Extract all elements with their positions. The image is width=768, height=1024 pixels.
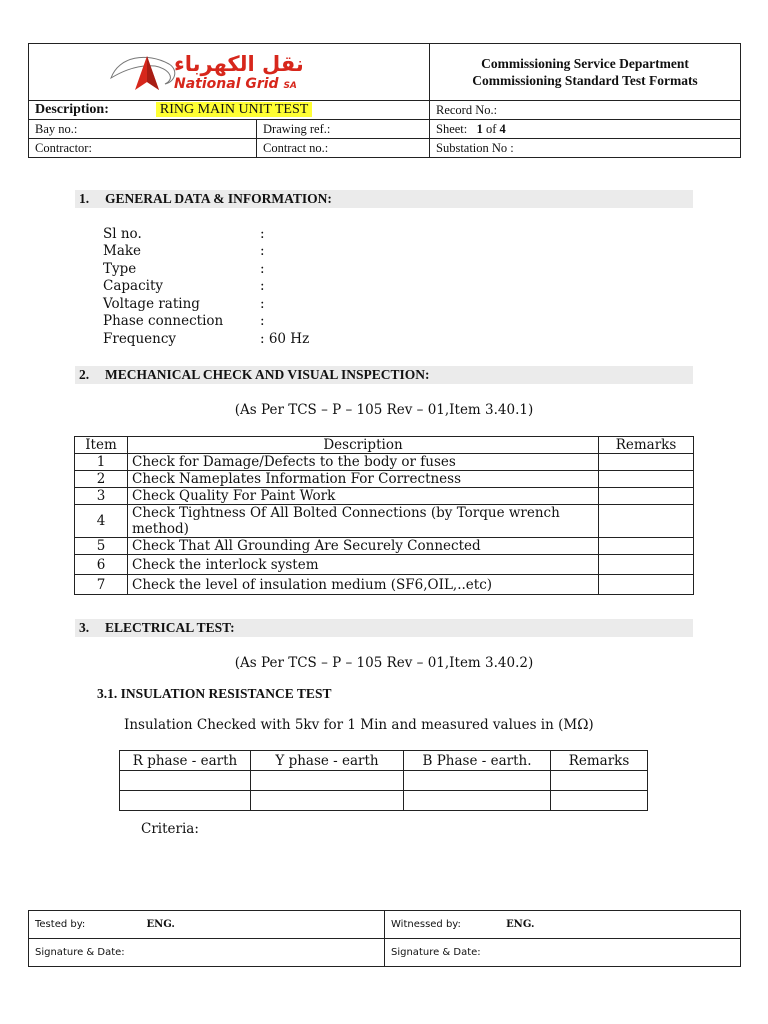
logo-arabic-text: نقل الكهرباء	[174, 52, 304, 76]
mechanical-check-table	[74, 436, 694, 595]
description-label: Description:	[35, 102, 109, 117]
field-label: Voltage rating	[103, 296, 200, 312]
table-row: 7 Check the level of insulation medium (SF6,OIL,..etc)	[75, 575, 694, 595]
field-value: :	[260, 313, 265, 329]
field-value: :	[260, 226, 265, 242]
signature-table	[28, 910, 741, 967]
table-row: 4 Check Tightness Of All Bolted Connections (by Torque wrench method)	[75, 505, 694, 538]
witnessed-by-cell: Witnessed by: ENG.	[385, 911, 741, 939]
value-cell[interactable]	[120, 771, 251, 791]
section3-reference: (As Per TCS – P – 105 Rev – 01,Item 3.40.2)	[234, 655, 534, 671]
col-header: Remarks	[551, 751, 648, 771]
remarks-cell[interactable]	[599, 575, 694, 595]
field-value: :	[260, 243, 265, 259]
field-value: :	[260, 278, 265, 294]
header-table	[28, 43, 741, 158]
remarks-cell[interactable]	[599, 471, 694, 488]
substation-no: Substation No :	[430, 139, 741, 158]
department-title: Commissioning Service Department Commissioning Standard Test Formats	[430, 44, 741, 101]
record-no: Record No.:	[430, 101, 741, 120]
remarks-cell[interactable]	[599, 555, 694, 575]
field-label: Phase connection	[103, 313, 224, 329]
description-cell	[29, 101, 430, 120]
criteria-label: Criteria:	[141, 821, 199, 837]
field-label: Capacity	[103, 278, 163, 294]
section-electrical-test: 3. ELECTRICAL TEST:	[75, 619, 693, 637]
col-header: B Phase - earth.	[404, 751, 551, 771]
contractor: Contractor:	[29, 139, 257, 158]
section-general-data: 1. GENERAL DATA & INFORMATION:	[75, 190, 693, 208]
bay-no: Bay no.:	[29, 120, 257, 139]
field-value: :	[260, 296, 265, 312]
col-header: Y phase - earth	[251, 751, 404, 771]
signature-date-left[interactable]: Signature & Date:	[29, 939, 385, 967]
contract-no: Contract no.:	[257, 139, 430, 158]
value-cell[interactable]	[120, 791, 251, 811]
value-cell[interactable]	[404, 771, 551, 791]
drawing-ref: Drawing ref.:	[257, 120, 430, 139]
value-cell[interactable]	[251, 791, 404, 811]
logo-english-text: National Grid SA	[174, 76, 297, 92]
subsection-insulation-title: 3.1. INSULATION RESISTANCE TEST	[97, 686, 332, 701]
table-row: 5 Check That All Grounding Are Securely Connected	[75, 538, 694, 555]
value-cell[interactable]	[404, 791, 551, 811]
remarks-cell[interactable]	[599, 454, 694, 471]
field-label: Make	[103, 243, 142, 259]
logo-cell	[29, 44, 430, 101]
remarks-cell[interactable]	[599, 488, 694, 505]
value-cell[interactable]	[251, 771, 404, 791]
col-header: Remarks	[599, 437, 694, 454]
col-header: R phase - earth	[120, 751, 251, 771]
field-label: Sl no.	[103, 226, 142, 242]
signature-date-right[interactable]: Signature & Date:	[385, 939, 741, 967]
field-label: Frequency	[103, 331, 177, 347]
table-row: 1 Check for Damage/Defects to the body or fuses	[75, 454, 694, 471]
insulation-table	[119, 750, 648, 811]
remarks-cell[interactable]	[599, 505, 694, 538]
description-value: RING MAIN UNIT TEST	[156, 102, 312, 117]
table-row	[120, 791, 648, 811]
field-value: :	[260, 261, 265, 277]
sheet-cell: Sheet: 1 of 4	[430, 120, 741, 139]
table-row: 3 Check Quality For Paint Work	[75, 488, 694, 505]
field-label: Type	[103, 261, 137, 277]
section2-reference: (As Per TCS – P – 105 Rev – 01,Item 3.40.1)	[234, 402, 534, 418]
table-row	[120, 771, 648, 791]
table-row: 6 Check the interlock system	[75, 555, 694, 575]
insulation-note: Insulation Checked with 5kv for 1 Min and measured values in (MΩ)	[124, 717, 594, 733]
col-header: Item	[75, 437, 128, 454]
tested-by-cell: Tested by: ENG.	[29, 911, 385, 939]
remarks-cell[interactable]	[599, 538, 694, 555]
table-row: 2 Check Nameplates Information For Correctness	[75, 471, 694, 488]
field-value: : 60 Hz	[260, 331, 310, 347]
section-mechanical-check: 2. MECHANICAL CHECK AND VISUAL INSPECTION:	[75, 366, 693, 384]
col-header: Description	[128, 437, 599, 454]
value-cell[interactable]	[551, 791, 648, 811]
value-cell[interactable]	[551, 771, 648, 791]
